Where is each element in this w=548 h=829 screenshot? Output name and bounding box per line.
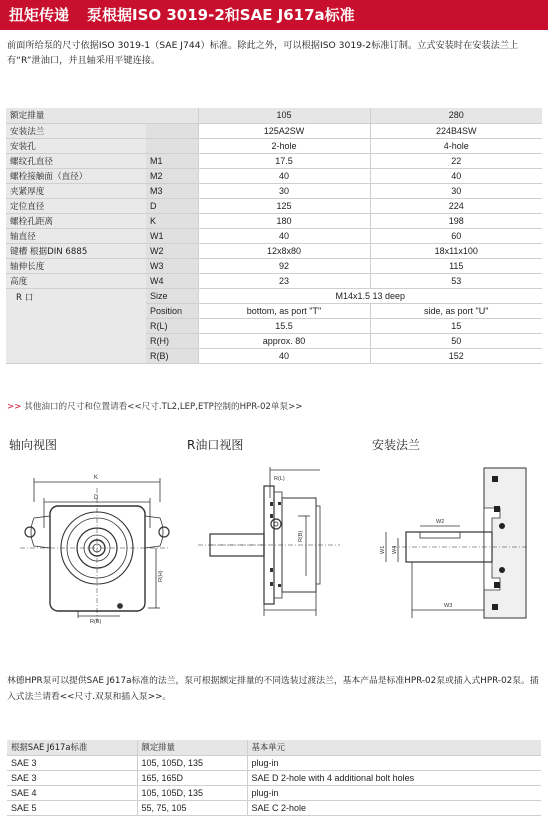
spec-row-symbol xyxy=(146,138,198,153)
sae-cell-standard: SAE 3 xyxy=(7,770,137,785)
spec-row-value-280: 224B4SW xyxy=(370,123,542,138)
sae-cell-unit: plug-in xyxy=(247,785,541,800)
rport-row-value-280: side, as port "U" xyxy=(370,303,542,318)
sae-cell-unit: plug-in xyxy=(247,755,541,770)
spec-row-value-105: 92 xyxy=(198,258,370,273)
sae-cell-unit: SAE C 2-hole xyxy=(247,800,541,815)
spec-row-value-105: 12x8x80 xyxy=(198,243,370,258)
axial-view-title: 轴向视图 xyxy=(9,438,58,452)
spec-row xyxy=(6,153,542,168)
spec-row-label: 轴伸长度 xyxy=(6,258,146,273)
spec-row xyxy=(6,168,542,183)
spec-row xyxy=(6,138,542,153)
rport-size-symbol: Size xyxy=(146,288,198,303)
spec-row-value-280: 30 xyxy=(370,183,542,198)
sae-header-displacement: 额定排量 xyxy=(137,740,247,755)
spec-row-value-105: 2-hole xyxy=(198,138,370,153)
spec-row-value-280: 224 xyxy=(370,198,542,213)
drawing-label-w1: W1 xyxy=(380,545,386,554)
spec-row-value-280: 40 xyxy=(370,168,542,183)
dimension-note xyxy=(7,400,303,412)
rport-row-value-105: 40 xyxy=(198,348,370,363)
spec-row-label: 螺纹孔直径 xyxy=(6,153,146,168)
rport-row-symbol: Position xyxy=(146,303,198,318)
sae-cell-standard: SAE 5 xyxy=(7,800,137,815)
rport-row-value-105: 15.5 xyxy=(198,318,370,333)
page-header xyxy=(0,0,548,30)
spec-row-value-105: 23 xyxy=(198,273,370,288)
spec-row xyxy=(6,213,542,228)
sae-table xyxy=(7,740,541,816)
drawing-label-w2: W2 xyxy=(436,519,445,525)
drawing-label-rl: R(L) xyxy=(274,476,285,482)
spec-row-label: 键槽 根据DIN 6885 xyxy=(6,243,146,258)
spec-table xyxy=(6,108,542,364)
spec-row-value-280: 198 xyxy=(370,213,542,228)
rport-body xyxy=(6,288,542,363)
sae-row xyxy=(7,785,541,800)
spec-row-value-280: 4-hole xyxy=(370,138,542,153)
spec-header-v1: 105 xyxy=(198,108,370,123)
spec-header-v2: 280 xyxy=(370,108,542,123)
sae-row xyxy=(7,800,541,815)
drawing-label-w4: W4 xyxy=(392,545,398,554)
spec-row-symbol: K xyxy=(146,213,198,228)
header-title-secondary: 泵根据ISO 3019-2和SAE J617a标准 xyxy=(87,6,355,24)
spec-row-value-280: 18x11x100 xyxy=(370,243,542,258)
intro-paragraph: 前面所给泵的尺寸依据ISO 3019-1（SAE J744）标准。除此之外，可以根据ISO 3019-2标准订制。立式安装时在安装法兰上有“R”泄油口，并且轴采用平键连接。 xyxy=(7,40,519,66)
spec-row-value-105: 17.5 xyxy=(198,153,370,168)
sae-cell-displacement: 55, 75, 105 xyxy=(137,800,247,815)
sae-body xyxy=(7,755,541,815)
spec-row-symbol: M2 xyxy=(146,168,198,183)
spec-header-row xyxy=(6,108,542,123)
rport-row-value-280: 15 xyxy=(370,318,542,333)
rport-size-value: M14x1.5 13 deep xyxy=(198,288,542,303)
spec-row-label: 定位直径 xyxy=(6,198,146,213)
spec-row-symbol: W4 xyxy=(146,273,198,288)
sae-cell-displacement: 105, 105D, 135 xyxy=(137,785,247,800)
note-text: 其他油口的尺寸和位置请看<<尺寸.TL2,LEP,ETP控制的HPR-02单泵>> xyxy=(24,402,303,412)
sae-row xyxy=(7,770,541,785)
spec-row-label: 安装孔 xyxy=(6,138,146,153)
rport-view-title: R油口视图 xyxy=(187,438,244,452)
spec-row-symbol xyxy=(146,123,198,138)
note-arrow: >> xyxy=(7,402,22,412)
spec-row xyxy=(6,258,542,273)
spec-row xyxy=(6,243,542,258)
spec-row-value-105: 40 xyxy=(198,168,370,183)
spec-row xyxy=(6,228,542,243)
spec-row-symbol: W3 xyxy=(146,258,198,273)
flange-paragraph: 林德HPR泵可以提供SAE J617a标准的法兰，泵可根据额定排量的不同选装过渡法兰，基本产品是标准HPR-02泵或插入式HPR-02泵。插入式法兰请看<<尺寸.双泵和插入泵>>。 xyxy=(7,676,539,702)
spec-row-value-280: 22 xyxy=(370,153,542,168)
spec-row-value-105: 125 xyxy=(198,198,370,213)
sae-header-row xyxy=(7,740,541,755)
rport-row-value-105: approx. 80 xyxy=(198,333,370,348)
spec-row-value-280: 60 xyxy=(370,228,542,243)
drawing-label-w3: W3 xyxy=(444,603,453,609)
sae-cell-displacement: 105, 105D, 135 xyxy=(137,755,247,770)
spec-row-value-280: 53 xyxy=(370,273,542,288)
sae-row xyxy=(7,755,541,770)
drawing-label-rh: R(H) xyxy=(158,570,164,582)
spec-row-label: 螺栓孔距离 xyxy=(6,213,146,228)
rport-row-symbol: R(H) xyxy=(146,333,198,348)
spec-row-symbol: D xyxy=(146,198,198,213)
spec-row-symbol: M3 xyxy=(146,183,198,198)
rport-size-row xyxy=(6,288,542,303)
flange-view-title: 安装法兰 xyxy=(372,438,421,452)
sae-cell-unit: SAE D 2-hole with 4 additional bolt holes xyxy=(247,770,541,785)
drawing-label-k: K xyxy=(94,475,99,481)
sae-cell-standard: SAE 4 xyxy=(7,785,137,800)
spec-row xyxy=(6,123,542,138)
sae-header-unit: 基本单元 xyxy=(247,740,541,755)
spec-row xyxy=(6,198,542,213)
drawing-label-d: D xyxy=(94,495,99,501)
rport-label: R 口 xyxy=(6,288,146,363)
spec-row xyxy=(6,273,542,288)
spec-body xyxy=(6,123,542,288)
rport-row-symbol: R(L) xyxy=(146,318,198,333)
spec-row-value-105: 30 xyxy=(198,183,370,198)
spec-row-value-105: 40 xyxy=(198,228,370,243)
rport-row-value-280: 50 xyxy=(370,333,542,348)
rport-row-symbol: R(B) xyxy=(146,348,198,363)
spec-header-label: 额定排量 xyxy=(6,108,146,123)
rport-view-drawing xyxy=(190,458,350,626)
spec-header-sym xyxy=(146,108,198,123)
spec-row-label: 螺栓接触面（直径） xyxy=(6,168,146,183)
spec-row-symbol: M1 xyxy=(146,153,198,168)
rport-row-value-105: bottom, as port "T" xyxy=(198,303,370,318)
spec-row-value-105: 125A2SW xyxy=(198,123,370,138)
axial-view-drawing xyxy=(20,458,170,626)
spec-row-label: 安装法兰 xyxy=(6,123,146,138)
sae-cell-standard: SAE 3 xyxy=(7,755,137,770)
spec-row-value-280: 115 xyxy=(370,258,542,273)
rport-row-value-280: 152 xyxy=(370,348,542,363)
spec-row-value-105: 180 xyxy=(198,213,370,228)
spec-row-symbol: W1 xyxy=(146,228,198,243)
drawing-label-rb2: R(B) xyxy=(298,530,304,542)
spec-row-symbol: W2 xyxy=(146,243,198,258)
spec-row-label: 高度 xyxy=(6,273,146,288)
sae-header-standard: 根据SAE J617a标准 xyxy=(7,740,137,755)
sae-cell-displacement: 165, 165D xyxy=(137,770,247,785)
spec-row-label: 夹紧厚度 xyxy=(6,183,146,198)
flange-view-drawing xyxy=(372,458,534,626)
drawing-label-rb: R(B) xyxy=(90,619,102,625)
header-title-primary: 扭矩传递 xyxy=(9,6,70,24)
spec-row xyxy=(6,183,542,198)
spec-row-label: 轴直径 xyxy=(6,228,146,243)
